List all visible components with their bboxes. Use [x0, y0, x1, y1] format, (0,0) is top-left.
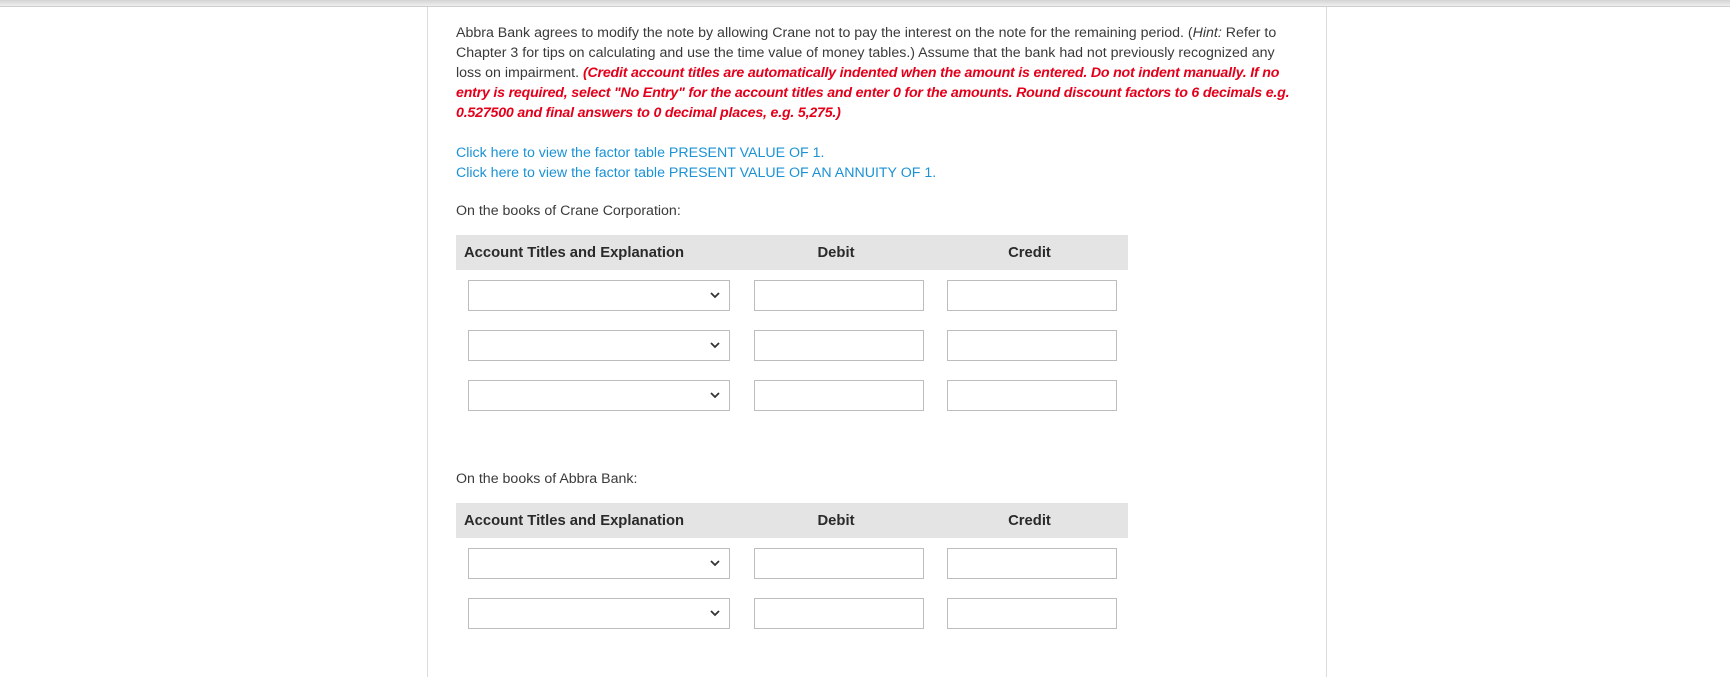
chevron-down-icon	[709, 389, 721, 401]
top-bar	[0, 0, 1730, 7]
debit-input[interactable]	[754, 598, 924, 629]
chevron-down-icon	[709, 557, 721, 569]
chevron-down-icon	[709, 339, 721, 351]
account-select[interactable]	[468, 330, 730, 361]
account-header: Account Titles and Explanation	[464, 244, 685, 261]
credit-header: Credit	[1008, 512, 1051, 529]
debit-input[interactable]	[754, 330, 924, 361]
question-content	[456, 23, 1296, 638]
credit-header: Credit	[1008, 244, 1051, 261]
abbra-table-header	[456, 503, 1128, 538]
warning-text: (Credit account titles are automatically indented when the amount is entered. Do not indent manually. If no entry is required, select "No Entry" for the account titles and enter 0 for the amounts. Round discount factors to 6 decimals e.g. 0.527500 and final answers to 0 decimal places, e.g. 5,275.)	[456, 65, 1290, 121]
abbra-journal-table	[456, 503, 1128, 638]
factor-table-links	[456, 143, 1296, 183]
pv-annuity-of-1-link[interactable]: Click here to view the factor table PRESENT VALUE OF AN ANNUITY OF 1.	[456, 165, 937, 181]
debit-header: Debit	[817, 512, 855, 529]
instructions-text-1: Abbra Bank agrees to modify the note by allowing Crane not to pay the interest on the note for the remaining period. (	[456, 25, 1193, 41]
instructions-paragraph	[456, 23, 1296, 123]
account-select[interactable]	[468, 280, 730, 311]
chevron-down-icon	[709, 289, 721, 301]
instructions-text-2: Refer to Chapter 3 for tips on calculating and use the time value of money tables.) Assume that the bank had not previously recognized any loss on impairment.	[456, 25, 1277, 81]
journal-row	[456, 320, 1128, 370]
debit-header: Debit	[817, 244, 855, 261]
account-select[interactable]	[468, 598, 730, 629]
question-panel	[427, 7, 1327, 677]
chevron-down-icon	[709, 607, 721, 619]
debit-input[interactable]	[754, 380, 924, 411]
credit-input[interactable]	[947, 548, 1117, 579]
debit-input[interactable]	[754, 548, 924, 579]
journal-row	[456, 538, 1128, 588]
credit-input[interactable]	[947, 598, 1117, 629]
abbra-section-label: On the books of Abbra Bank:	[456, 471, 638, 487]
crane-section-label: On the books of Crane Corporation:	[456, 203, 681, 219]
account-header: Account Titles and Explanation	[464, 512, 685, 529]
journal-row	[456, 588, 1128, 638]
crane-table-header	[456, 235, 1128, 270]
credit-input[interactable]	[947, 330, 1117, 361]
crane-journal-table	[456, 235, 1128, 420]
journal-row	[456, 370, 1128, 420]
credit-input[interactable]	[947, 280, 1117, 311]
hint-label: Hint:	[1192, 25, 1222, 41]
pv-of-1-link[interactable]: Click here to view the factor table PRESENT VALUE OF 1.	[456, 145, 825, 161]
credit-input[interactable]	[947, 380, 1117, 411]
account-select[interactable]	[468, 380, 730, 411]
journal-row	[456, 270, 1128, 320]
account-select[interactable]	[468, 548, 730, 579]
debit-input[interactable]	[754, 280, 924, 311]
